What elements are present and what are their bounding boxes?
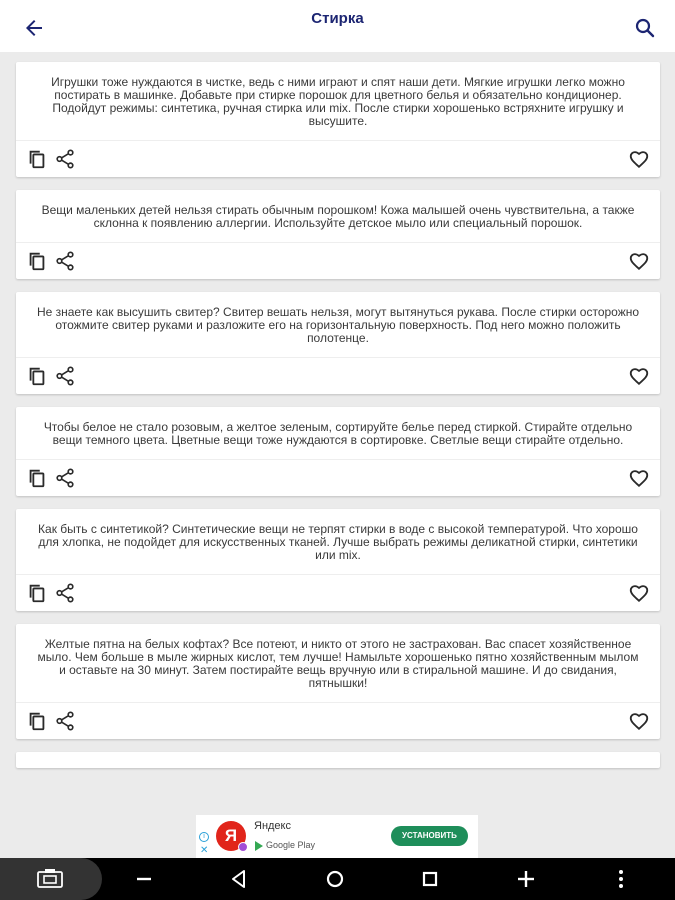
screenshot-icon bbox=[36, 868, 64, 890]
yandex-logo: Я bbox=[216, 821, 246, 851]
google-play-icon bbox=[255, 841, 263, 851]
install-button[interactable]: УСТАНОВИТЬ bbox=[391, 826, 468, 846]
tip-card bbox=[16, 62, 660, 177]
copy-icon[interactable] bbox=[26, 365, 48, 387]
tip-text: Игрушки тоже нуждаются в чистке, ведь с ними играют и спят наши дети. Мягкие игрушки легко можно постирать в машинке. Добавьте при стирке порошок для цветного белья и обязательно кондиционер. Подойдут режимы: синтетика, ручная стирка или mix. После стирки хорошенько встряхните игрушку и высушите. bbox=[16, 62, 660, 141]
tip-card bbox=[16, 509, 660, 611]
back-triangle-icon[interactable] bbox=[227, 867, 251, 891]
tip-text: Желтые пятна на белых кофтах? Все потеют, и никто от этого не застрахован. Вас спасет хозяйственное мыло. Чем больше в мыле жирных кислот, тем лучше! Намыльте хорошенько пятно хозяйственным мылом и оставьте на 30 минут. Затем постирайте вещь вручную или в стиральной машине. И до свидания, пятнышки! bbox=[16, 624, 660, 703]
ad-info-icon[interactable]: i bbox=[199, 832, 209, 842]
ad-brand: Яндекс bbox=[254, 820, 291, 832]
tip-card bbox=[16, 407, 660, 496]
tip-card bbox=[16, 292, 660, 394]
share-icon[interactable] bbox=[54, 582, 76, 604]
logo-badge bbox=[238, 842, 248, 852]
app-bar bbox=[0, 0, 675, 52]
screenshot-button[interactable] bbox=[0, 858, 102, 900]
search-icon[interactable] bbox=[633, 16, 657, 40]
heart-outline-icon[interactable] bbox=[628, 582, 650, 604]
card-actions bbox=[16, 703, 660, 739]
more-vert-icon[interactable] bbox=[609, 867, 633, 891]
card-actions bbox=[16, 460, 660, 496]
copy-icon[interactable] bbox=[26, 148, 48, 170]
heart-outline-icon[interactable] bbox=[628, 467, 650, 489]
tip-text: Не знаете как высушить свитер? Свитер вешать нельзя, могут вытянуться рукава. После стирки осторожно отожмите свитер руками и разложите его на горизонтальную поверхность. Под него можно положить полотенце. bbox=[16, 292, 660, 358]
heart-outline-icon[interactable] bbox=[628, 365, 650, 387]
tip-card-partial bbox=[16, 752, 660, 768]
heart-outline-icon[interactable] bbox=[628, 148, 650, 170]
card-actions bbox=[16, 358, 660, 394]
tip-text: Вещи маленьких детей нельзя стирать обычным порошком! Кожа малышей очень чувствительна, а также склонна к появлению аллергии. Используйте детское мыло или специальный порошок. bbox=[16, 190, 660, 243]
card-actions bbox=[16, 141, 660, 177]
card-actions bbox=[16, 243, 660, 279]
volume-down-icon[interactable] bbox=[132, 867, 156, 891]
ad-store: Google Play bbox=[266, 840, 316, 850]
tip-card bbox=[16, 190, 660, 279]
tip-text: Как быть с синтетикой? Синтетические вещи не терпят стирки в воде с высокой температурой. Что хорошо для хлопка, не подойдет для искусственных тканей. Лучше выбрать режимы деликатной стирки, синтетики или mix. bbox=[16, 509, 660, 575]
volume-up-icon[interactable] bbox=[514, 867, 538, 891]
home-circle-icon[interactable] bbox=[323, 867, 347, 891]
heart-outline-icon[interactable] bbox=[628, 710, 650, 732]
share-icon[interactable] bbox=[54, 710, 76, 732]
share-icon[interactable] bbox=[54, 467, 76, 489]
heart-outline-icon[interactable] bbox=[628, 250, 650, 272]
share-icon[interactable] bbox=[54, 148, 76, 170]
ad-close-icon[interactable]: ✕ bbox=[200, 845, 209, 856]
card-actions bbox=[16, 575, 660, 611]
tip-card bbox=[16, 624, 660, 739]
copy-icon[interactable] bbox=[26, 710, 48, 732]
page-title: Стирка bbox=[311, 10, 364, 27]
copy-icon[interactable] bbox=[26, 467, 48, 489]
share-icon[interactable] bbox=[54, 365, 76, 387]
copy-icon[interactable] bbox=[26, 250, 48, 272]
tips-list[interactable] bbox=[16, 62, 660, 781]
recents-square-icon[interactable] bbox=[418, 867, 442, 891]
system-nav-bar bbox=[0, 858, 675, 900]
copy-icon[interactable] bbox=[26, 582, 48, 604]
ad-banner[interactable] bbox=[196, 815, 478, 858]
tip-text: Чтобы белое не стало розовым, а желтое зеленым, сортируйте белье перед стиркой. Стирайте отдельно вещи темного цвета. Цветные вещи тоже нуждаются в сортировке. Светлые вещи стирайте отдельно. bbox=[16, 407, 660, 460]
share-icon[interactable] bbox=[54, 250, 76, 272]
